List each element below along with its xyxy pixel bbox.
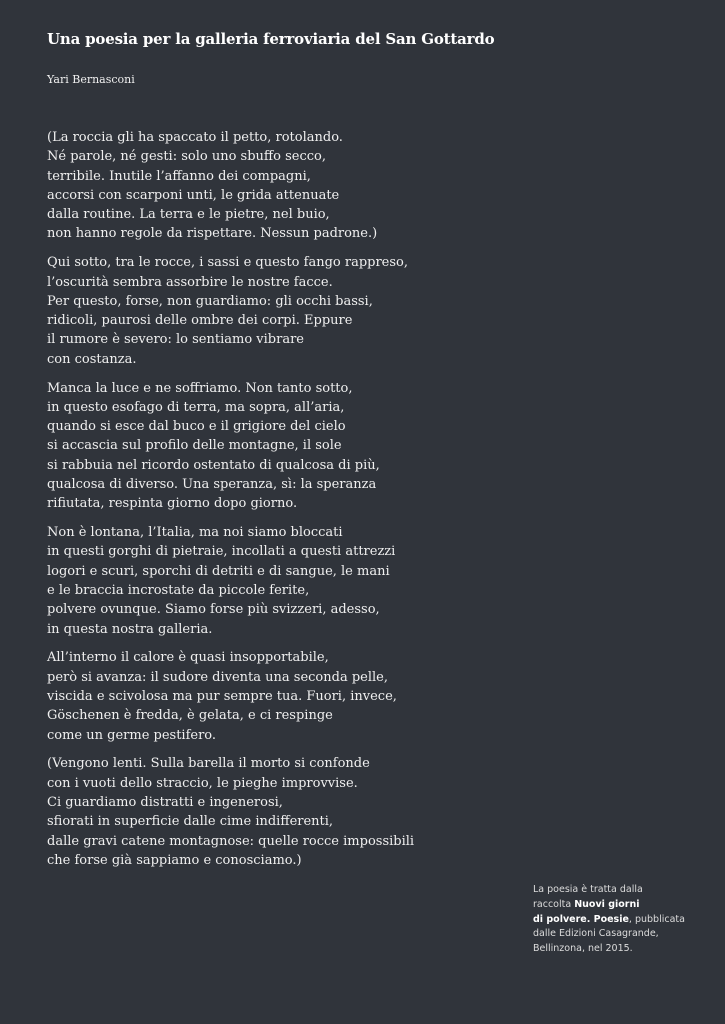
poem-stanza	[47, 253, 447, 369]
poem-line: che forse già sappiamo e conosciamo.)	[47, 852, 302, 868]
poem-line: si rabbuia nel ricordo ostentato di qualcosa di più,	[47, 457, 380, 473]
poem-line: Né parole, né gesti: solo uno sbuffo secco,	[47, 149, 326, 165]
source-note	[533, 883, 693, 957]
poem-line: polvere ovunque. Siamo forse più svizzeri, adesso,	[47, 602, 380, 618]
poem-line: viscida e scivolosa ma pur sempre tua. Fuori, invece,	[47, 689, 397, 705]
poem-stanza	[47, 754, 447, 870]
poem-line: All’interno il calore è quasi insopportabile,	[47, 650, 329, 666]
poem-line: terribile. Inutile l’affanno dei compagni,	[47, 168, 311, 184]
poem-stanza	[47, 523, 447, 639]
poem-line: il rumore è severo: lo sentiamo vibrare	[47, 332, 304, 348]
poem-line: però si avanza: il sudore diventa una seconda pelle,	[47, 669, 388, 685]
poem-line: e le braccia incrostate da piccole ferite,	[47, 583, 310, 599]
poem-line: accorsi con scarponi unti, le grida attenuate	[47, 187, 340, 203]
poem-stanza	[47, 379, 447, 514]
note-line: dalle Edizioni Casagrande,	[533, 928, 659, 940]
poem-line: ridicoli, paurosi delle ombre dei corpi. Eppure	[47, 313, 353, 329]
poem-line: rifiutata, respinta giorno dopo giorno.	[47, 496, 298, 512]
poem-stanza	[47, 648, 447, 744]
poem-line: qualcosa di diverso. Una speranza, sì: la speranza	[47, 477, 377, 493]
poem-line: Per questo, forse, non guardiamo: gli occhi bassi,	[47, 293, 373, 309]
note-line: di polvere. Poesie, pubblicata	[533, 913, 685, 925]
note-line: raccolta Nuovi giorni	[533, 898, 640, 910]
poem-line: Göschenen è fredda, è gelata, e ci respinge	[47, 708, 333, 724]
poem-line: Non è lontana, l’Italia, ma noi siamo bloccati	[47, 525, 343, 541]
book-title: Nuovi giorni	[574, 898, 640, 910]
poem-line: Ci guardiamo distratti e ingenerosi,	[47, 795, 283, 810]
poem-line: con i vuoti dello straccio, le pieghe improvvise.	[47, 775, 358, 791]
poem-line: quando si esce dal buco e il grigiore del cielo	[47, 419, 346, 435]
poem-line: Manca la luce e ne soffriamo. Non tanto sotto,	[47, 380, 353, 396]
poem-line: Qui sotto, tra le rocce, i sassi e questo fango rappreso,	[47, 255, 408, 271]
poem-line: con costanza.	[47, 351, 137, 367]
poem-line: (La roccia gli ha spaccato il petto, rotolando.	[47, 130, 343, 145]
poem-line: logori e scuri, sporchi di detriti e di sangue, le mani	[47, 563, 390, 579]
note-line: Bellinzona, nel 2015.	[533, 943, 633, 955]
poem-line: come un germe pestifero.	[47, 727, 217, 743]
author-name: Yari Bernasconi	[47, 73, 135, 86]
poem-line: si accascia sul profilo delle montagne, il sole	[47, 438, 342, 454]
poem-line: l’oscurità sembra assorbire le nostre facce.	[47, 274, 333, 290]
poem-line: in questa nostra galleria.	[47, 621, 213, 637]
book-title: di polvere. Poesie	[533, 913, 629, 925]
note-line: La poesia è tratta dalla	[533, 884, 643, 895]
poem-line: sfiorati in superficie dalle cime indifferenti,	[47, 814, 334, 830]
poem-line: in questi gorghi di pietraie, incollati a questi attrezzi	[47, 544, 396, 560]
poem-line: dalla routine. La terra e le pietre, nel buio,	[47, 207, 330, 223]
poem-line: non hanno regole da rispettare. Nessun padrone.)	[47, 226, 378, 242]
poem-line: dalle gravi catene montagnose: quelle rocce impossibili	[47, 833, 415, 849]
poem-title: Una poesia per la galleria ferroviaria del San Gottardo	[47, 30, 495, 48]
poem-stanza	[47, 128, 447, 244]
poem-line: (Vengono lenti. Sulla barella il morto si confonde	[47, 756, 370, 772]
poem-body	[47, 128, 447, 880]
poem-line: in questo esofago di terra, ma sopra, all’aria,	[47, 399, 345, 415]
